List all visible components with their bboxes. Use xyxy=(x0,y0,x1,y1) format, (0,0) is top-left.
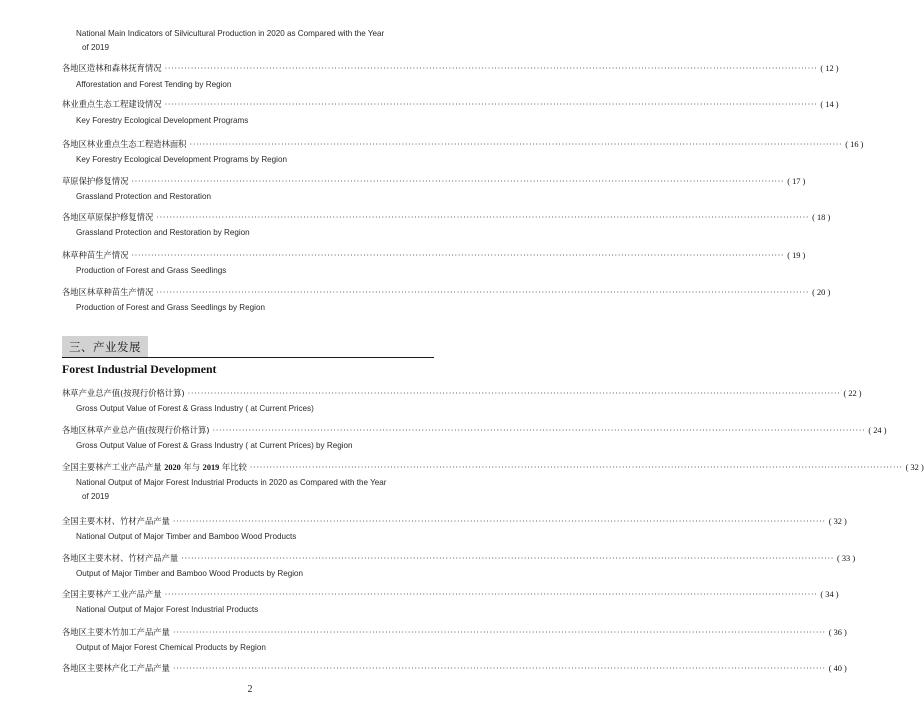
leader-dots: ········································································································································································································ xyxy=(172,627,826,637)
entry-page-number: ( 18 ) xyxy=(812,212,831,222)
entry-english-title: National Output of Major Forest Industrial Products xyxy=(76,605,259,614)
entry-chinese-title: 各地区主要木材、竹材产品产量 xyxy=(62,553,179,563)
toc-entry[interactable] xyxy=(62,97,839,111)
toc-entry[interactable] xyxy=(62,386,862,400)
entry-page-number: ( 19 ) xyxy=(787,250,806,260)
entry-english-title: Grassland Protection and Restoration by Region xyxy=(76,228,250,237)
toc-entry[interactable] xyxy=(62,174,806,188)
entry-chinese-title: 林草产业总产值(按现行价格计算) xyxy=(62,388,185,398)
entry-page-number: ( 17 ) xyxy=(787,176,806,186)
entry-page-number: ( 16 ) xyxy=(845,139,864,149)
entry-page-number: ( 14 ) xyxy=(820,99,839,109)
leader-dots: ········································································································································································································ xyxy=(164,589,818,599)
leader-dots: ········································································································································································································ xyxy=(187,388,841,398)
entry-english-title: Output of Major Forest Chemical Products by Region xyxy=(76,643,266,652)
section-title-chinese: 三、产业发展 xyxy=(69,339,141,354)
entry-chinese-title: 林业重点生态工程建设情况 xyxy=(62,99,162,109)
entry-chinese-title: 各地区主要林产化工产品产量 xyxy=(62,663,170,673)
leader-dots: ········································································································································································································ xyxy=(156,287,810,297)
entry-page-number: ( 20 ) xyxy=(812,287,831,297)
leader-dots: ········································································································································································································ xyxy=(189,139,843,149)
entry-english-title: National Main Indicators of Silvicultural Production in 2020 as Compared with the Year xyxy=(76,29,385,38)
section-title-english: Forest Industrial Development xyxy=(62,362,217,376)
entry-english-title: Afforestation and Forest Tending by Region xyxy=(76,80,232,89)
title-part: 全国主要林产工业产品产量 xyxy=(62,462,165,472)
leader-dots: ········································································································································································································ xyxy=(164,99,818,109)
entry-page-number: ( 33 ) xyxy=(836,553,856,563)
entry-english-title: Production of Forest and Grass Seedlings xyxy=(76,266,227,275)
toc-entry[interactable] xyxy=(62,210,831,224)
leader-dots: ········································································································································································································ xyxy=(172,516,826,526)
page-number: 2 xyxy=(247,684,253,695)
toc-entry[interactable] xyxy=(62,551,856,565)
entry-chinese-title: 草原保护修复情况 xyxy=(62,176,129,186)
entry-chinese-title: 各地区草原保护修复情况 xyxy=(62,212,154,222)
leader-dots: ········································································································································································································ xyxy=(212,425,866,435)
entry-english-title: Gross Output Value of Forest & Grass Industry ( at Current Prices) by Region xyxy=(76,441,353,450)
title-part: 年比较 xyxy=(219,462,247,472)
toc-entry[interactable] xyxy=(62,248,806,262)
entry-page-number: ( 12 ) xyxy=(820,63,839,73)
section-divider xyxy=(62,357,434,358)
entry-page-number: ( 36 ) xyxy=(828,627,847,637)
year-number: 2019 xyxy=(202,463,220,472)
toc-entry[interactable] xyxy=(62,61,839,75)
entry-chinese-title: 全国主要林产工业产品产量 xyxy=(62,589,162,599)
toc-entry[interactable] xyxy=(62,514,847,528)
entry-english-title: National Output of Major Forest Industrial Products in 2020 as Compared with the Year xyxy=(76,478,387,487)
leader-dots: ········································································································································································································ xyxy=(172,663,826,673)
toc-entry[interactable] xyxy=(62,137,864,151)
leader-dots: ········································································································································································································ xyxy=(131,176,785,186)
leader-dots: ········································································································································································································ xyxy=(156,212,810,222)
leader-dots: ········································································································································································································ xyxy=(181,553,834,563)
leader-dots: ········································································································································································································ xyxy=(249,462,903,472)
entry-english-title: Grassland Protection and Restoration xyxy=(76,192,211,201)
entry-chinese-title: 林草种苗生产情况 xyxy=(62,250,129,260)
entry-english-title: National Output of Major Timber and Bamboo Wood Products xyxy=(76,532,297,541)
entry-page-number: ( 22 ) xyxy=(843,388,862,398)
entry-chinese-title: 各地区主要木竹加工产品产量 xyxy=(62,627,170,637)
toc-entry[interactable] xyxy=(62,661,847,675)
entry-page-number: ( 32 ) xyxy=(828,516,847,526)
leader-dots: ········································································································································································································ xyxy=(131,250,785,260)
entry-english-title-continued: of 2019 xyxy=(82,43,110,52)
entry-page-number: ( 40 ) xyxy=(828,663,847,673)
entry-page-number: ( 34 ) xyxy=(820,589,839,599)
entry-chinese-title: 全国主要木材、竹材产品产量 xyxy=(62,516,170,526)
entry-page-number: ( 32 ) xyxy=(905,462,924,472)
section-heading-box xyxy=(62,336,148,357)
entry-english-title: Gross Output Value of Forest & Grass Industry ( at Current Prices) xyxy=(76,404,314,413)
entry-english-title: Key Forestry Ecological Development Programs by Region xyxy=(76,155,287,164)
title-part: 年与 xyxy=(180,462,203,472)
entry-english-title: Key Forestry Ecological Development Programs xyxy=(76,116,249,125)
entry-english-title: Output of Major Timber and Bamboo Wood Products by Region xyxy=(76,569,304,578)
entry-english-title-continued: of 2019 xyxy=(82,492,110,501)
toc-entry[interactable] xyxy=(62,460,924,474)
toc-entry[interactable] xyxy=(62,587,839,601)
toc-entry[interactable] xyxy=(62,423,887,437)
leader-dots: ········································································································································································································ xyxy=(164,63,818,73)
toc-entry[interactable] xyxy=(62,285,831,299)
entry-chinese-title: 各地区林草产业总产值(按现行价格计算) xyxy=(62,425,210,435)
entry-chinese-title: 各地区造林和森林抚育情况 xyxy=(62,63,162,73)
entry-chinese-title: 各地区林草种苗生产情况 xyxy=(62,287,154,297)
entry-chinese-title xyxy=(62,461,247,473)
entry-chinese-title: 各地区林业重点生态工程造林面积 xyxy=(62,139,187,149)
year-number: 2020 xyxy=(164,463,181,472)
entry-page-number: ( 24 ) xyxy=(868,425,887,435)
toc-entry[interactable] xyxy=(62,625,847,639)
entry-english-title: Production of Forest and Grass Seedlings by Region xyxy=(76,303,265,312)
